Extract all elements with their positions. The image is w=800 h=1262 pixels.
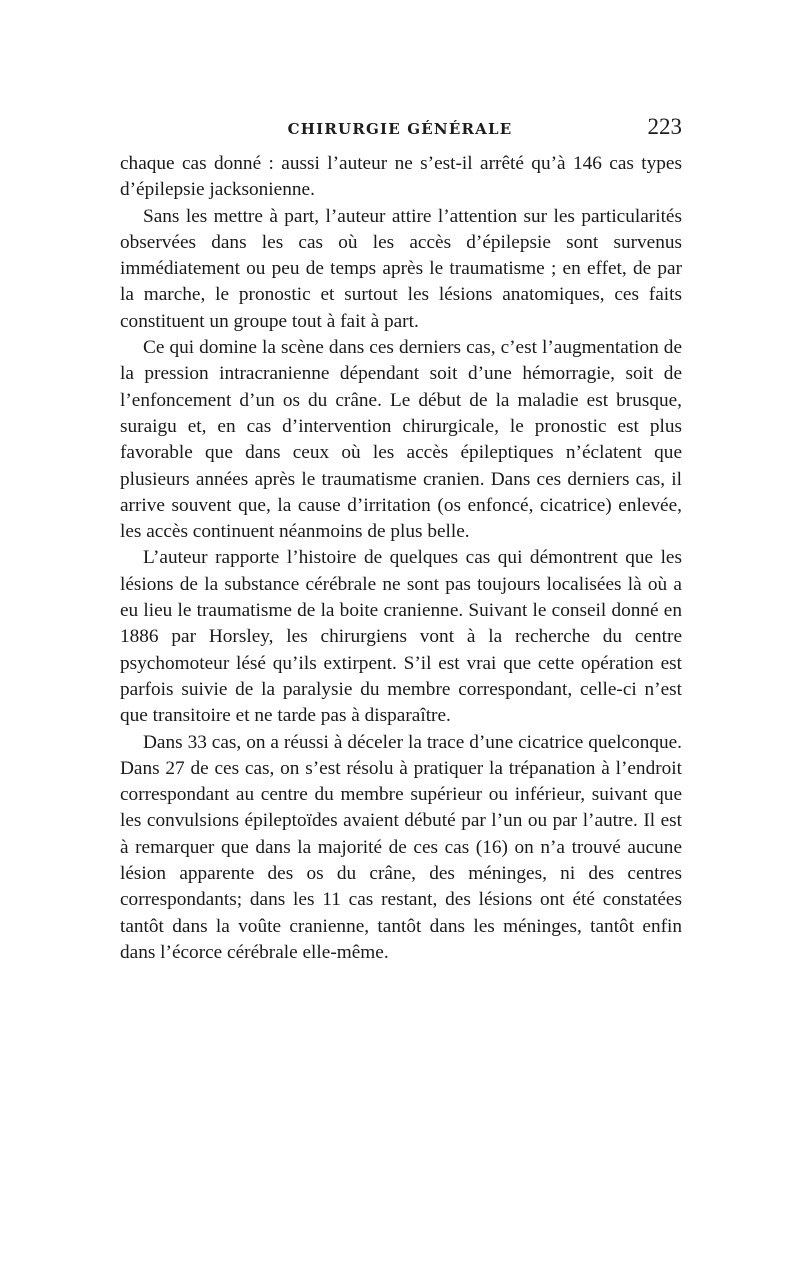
running-title: CHIRURGIE GÉNÉRALE [287,120,513,138]
paragraph: L’auteur rapporte l’histoire de quelques cas qui démontrent que les lésions de la substance cérébrale ne sont pas toujours localisées là où a eu lieu le traumatisme de la boite cranienne. Suivant le conseil donné en 1886 par Horsley, les chirurgiens vont à la recherche du centre psychomoteur lésé qu’ils extirpent. S’il est vrai que cette opération est parfois suivie de la paralysie du membre correspondant, celle-ci n’est que transitoire et ne tarde pas à disparaître. [120,547,682,727]
page-number: 223 [647,114,682,139]
paragraph: Sans les mettre à part, l’auteur attire l’attention sur les particularités observées dans les cas où les accès d’épilepsie sont survenus immédiatement ou peu de temps après le traumatisme ; en effet, de par la marche, le pronostic et surtout les lésions anatomiques, ces faits constituent un groupe tout à fait à part. [120,205,682,332]
body-text [120,151,682,966]
running-head [118,114,682,144]
paragraph: Ce qui domine la scène dans ces derniers cas, c’est l’augmentation de la pression intracranienne dépendant soit d’une hémorragie, soit de l’enfoncement d’un os du crâne. Le début de la maladie est brusque, suraigu et, en cas d’intervention chirurgicale, le pronostic est plus favorable que dans ceux où les accès épileptiques n’éclatent que plusieurs années après le traumatisme cranien. Dans ces derniers cas, il arrive souvent que, la cause d’irritation (os enfoncé, cicatrice) enlevée, les accès continuent néanmoins de plus belle. [120,337,682,543]
paragraph: Dans 33 cas, on a réussi à déceler la trace d’une cicatrice quelconque. Dans 27 de ces cas, on s’est résolu à pratiquer la trépanation à l’endroit correspondant au centre du membre supérieur ou inférieur, suivant que les convulsions épileptoïdes avaient débuté par l’un ou par l’autre. Il est à remarquer que dans la majorité de ces cas (16) on n’a trouvé aucune lésion apparente des os du crâne, des méninges, ni des centres correspondants; dans les 11 cas restant, des lésions ont été constatées tantôt dans la voûte cranienne, tantôt dans les méninges, tantôt enfin dans l’écorce cérébrale elle-même. [120,731,682,963]
paragraph-continuation: chaque cas donné : aussi l’auteur ne s’est-il arrêté qu’à 146 cas types d’épilepsie jacksonienne. [120,153,682,201]
